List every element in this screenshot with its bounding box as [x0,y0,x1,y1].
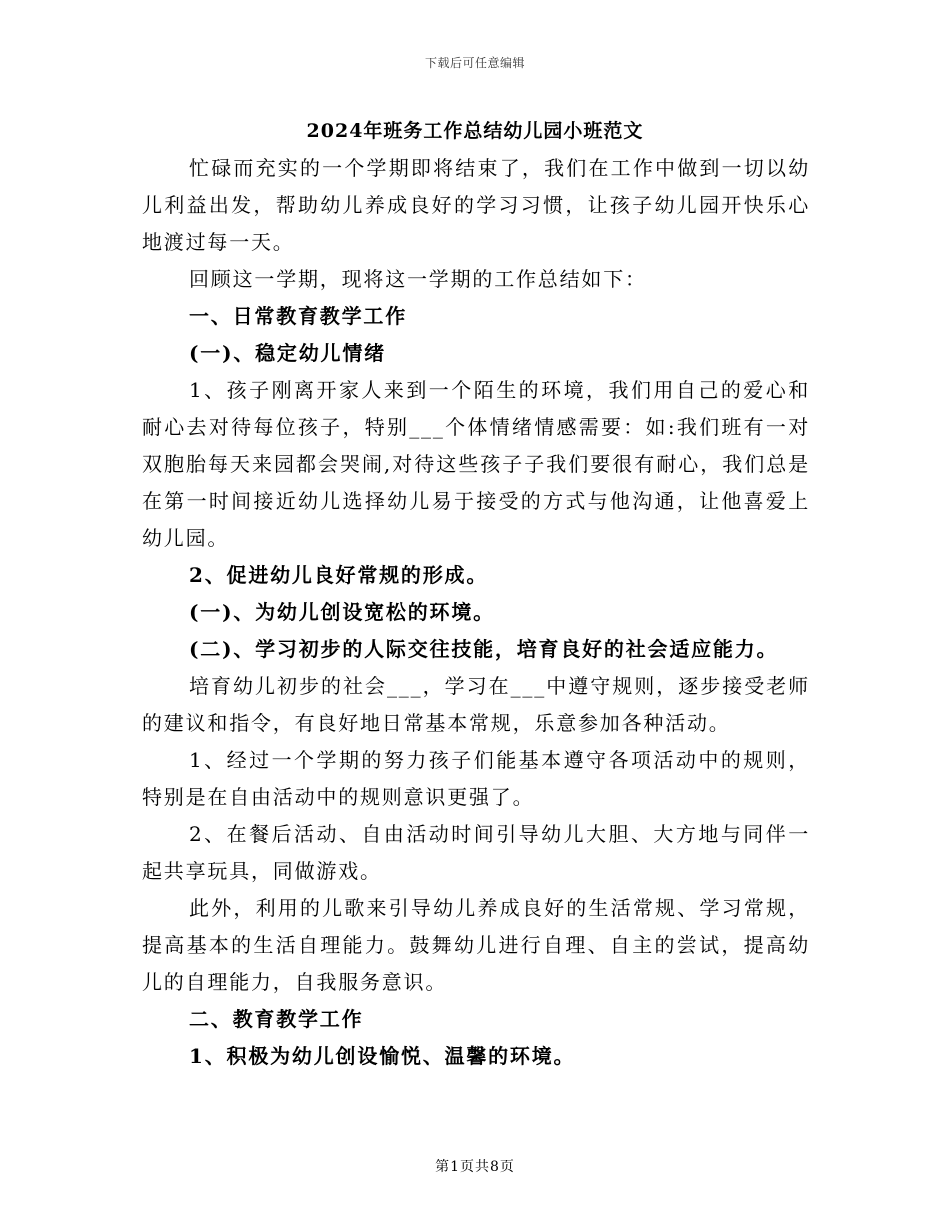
paragraph: 2、在餐后活动、自由活动时间引导幼儿大胆、大方地与同伴一起共享玩具，同做游戏。 [142,822,810,883]
paragraph-review: 回顾这一学期，现将这一学期的工作总结如下： [189,267,647,291]
paragraph: 1、孩子刚离开家人来到一个陌生的环境，我们用自己的爱心和耐心去对待每位孩子，特别___个体情绪情感需要：如:我们班有一对双胞胎每天来园都会哭闹,对待这些孩子子我们要很有耐心，我们总是在第一时间接近幼儿选择幼儿易于接受的方式与他沟通，让他喜爱上幼儿园。 [142,378,810,550]
subsection-heading: 1、积极为幼儿创设愉悦、温馨的环境。 [189,1044,576,1068]
section-heading-1: 一、日常教育教学工作 [189,304,407,328]
document-body [142,150,810,1075]
subsection-heading: (一)、为幼儿创设宽松的环境。 [189,600,495,624]
page-footer: 第1页共8页 [435,1159,515,1175]
header-note: 下载后可任意编辑 [424,56,525,70]
subsection-heading: 2、促进幼儿良好常规的形成。 [189,563,489,587]
paragraph: 培育幼儿初步的社会___，学习在___中遵守规则，逐步接受老师的建议和指令，有良好地日常基本常规，乐意参加各种活动。 [142,674,810,735]
subsection-heading: (一)、稳定幼儿情绪 [189,341,386,365]
paragraph-intro: 忙碌而充实的一个学期即将结束了，我们在工作中做到一切以幼儿利益出发，帮助幼儿养成良好的学习习惯，让孩子幼儿园开快乐心地渡过每一天。 [142,156,810,254]
section-heading-2: 二、教育教学工作 [189,1007,364,1031]
paragraph: 1、经过一个学期的努力孩子们能基本遵守各项活动中的规则，特别是在自由活动中的规则意识更强了。 [142,748,810,809]
document-title: 2024年班务工作总结幼儿园小班范文 [306,120,644,142]
subsection-heading: (二)、学习初步的人际交往技能，培育良好的社会适应能力。 [189,637,779,661]
paragraph: 此外，利用的儿歌来引导幼儿养成良好的生活常规、学习常规，提高基本的生活自理能力。鼓舞幼儿进行自理、自主的尝试，提高幼儿的自理能力，自我服务意识。 [142,896,810,994]
